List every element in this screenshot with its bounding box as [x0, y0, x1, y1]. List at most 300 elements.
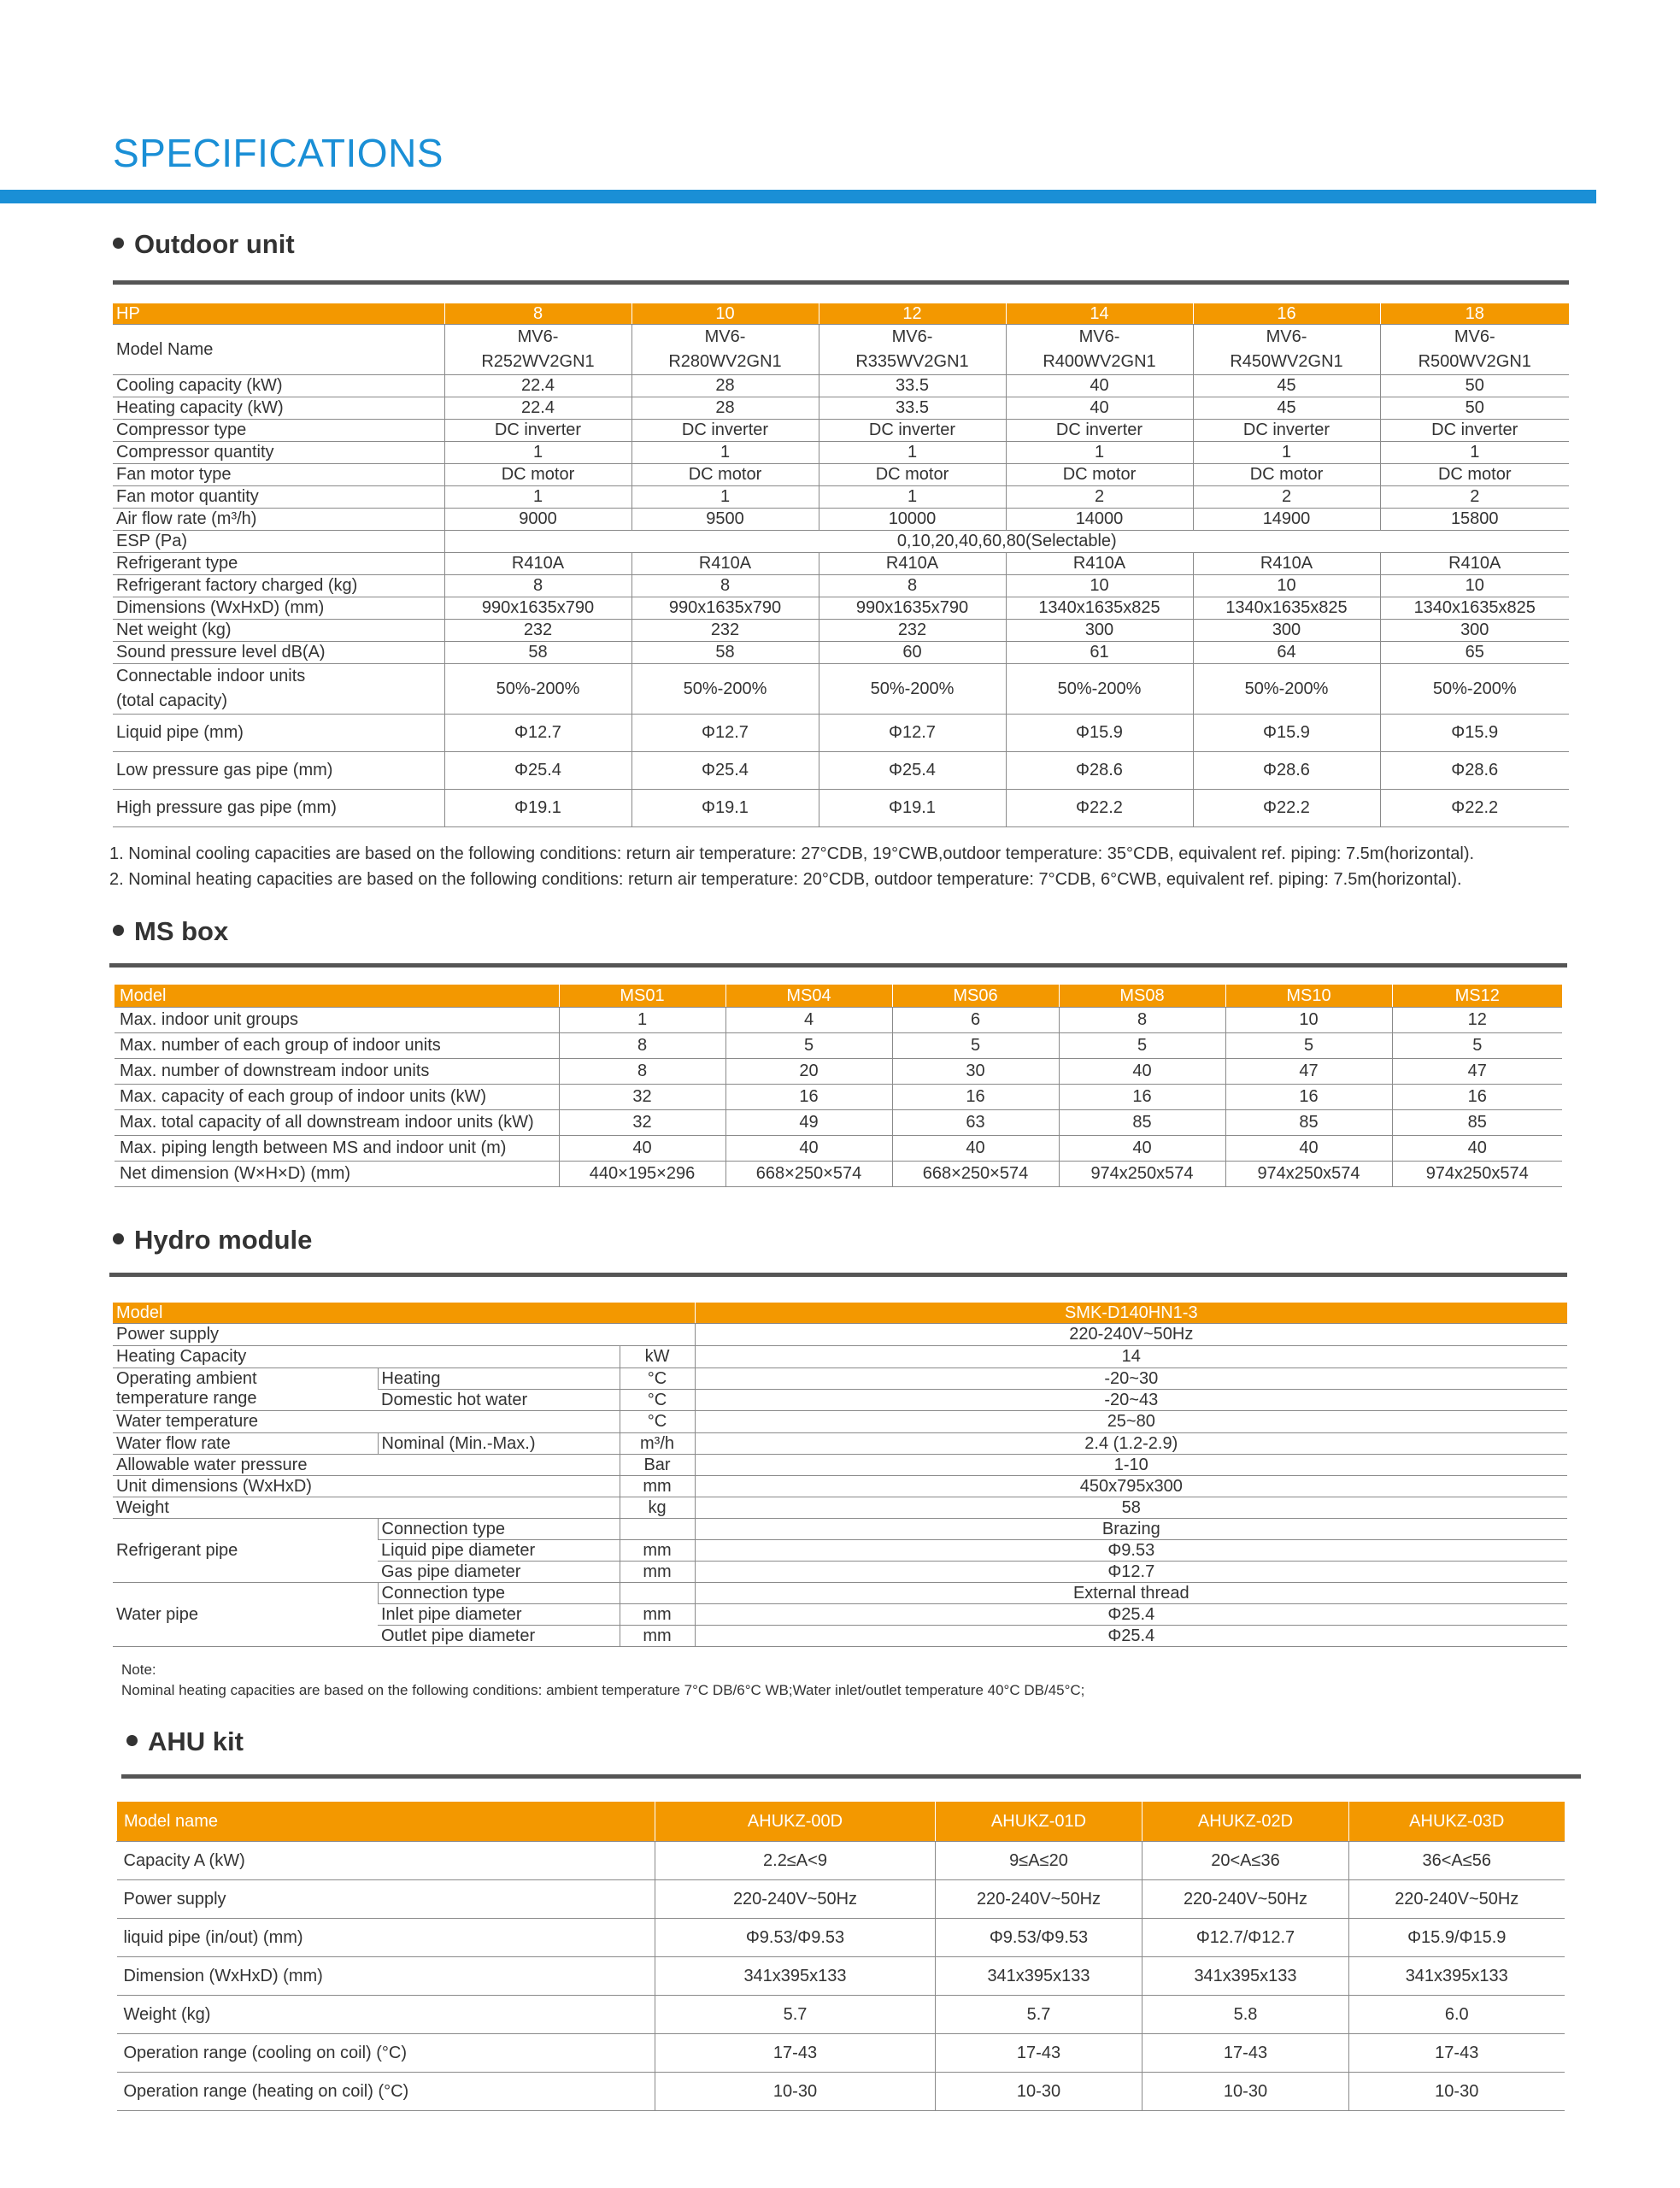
hydro-note-title: Note:	[121, 1662, 156, 1678]
table-cell: 5	[1225, 1032, 1392, 1058]
row-label: Water flow rate	[113, 1432, 378, 1454]
row-label: Heating Capacity	[113, 1345, 620, 1368]
unit-cell	[620, 1582, 695, 1603]
table-cell: 36<A≤56	[1349, 1841, 1565, 1879]
table-row	[115, 1109, 1562, 1135]
bullet-icon	[113, 238, 124, 249]
sub-label: Nominal (Min.-Max.)	[378, 1432, 620, 1454]
table-row	[113, 441, 1569, 463]
section-divider	[121, 1774, 1581, 1779]
table-cell: R410A	[1006, 552, 1193, 574]
table-cell: Φ19.1	[819, 789, 1006, 826]
table-cell: DC motor	[1006, 463, 1193, 485]
hydro-module-table	[113, 1303, 1567, 1647]
table-row	[113, 397, 1569, 419]
header-cell: MS08	[1059, 985, 1225, 1007]
table-row	[113, 463, 1569, 485]
table-cell: 10	[1380, 574, 1569, 597]
table-row	[117, 1918, 1565, 1956]
table-cell: 22.4	[444, 397, 631, 419]
row-label: Dimensions (WxHxD) (mm)	[113, 597, 444, 619]
table-cell: 2	[1380, 485, 1569, 508]
table-cell: 300	[1193, 619, 1380, 641]
table-cell: 14	[695, 1345, 1567, 1368]
sub-label: Connection type	[378, 1582, 620, 1603]
table-cell: 8	[819, 574, 1006, 597]
header-cell: AHUKZ-01D	[936, 1802, 1143, 1841]
row-label: Weight	[113, 1497, 620, 1518]
header-cell: MS04	[725, 985, 892, 1007]
table-cell: Φ9.53/Φ9.53	[655, 1918, 936, 1956]
table-cell: 25~80	[695, 1410, 1567, 1432]
row-label: Refrigerant factory charged (kg)	[113, 574, 444, 597]
table-row	[113, 552, 1569, 574]
sub-label: Inlet pipe diameter	[378, 1603, 620, 1625]
sub-label: Domestic hot water	[378, 1389, 620, 1410]
row-label: Water temperature	[113, 1410, 620, 1432]
table-cell: Φ12.7	[695, 1561, 1567, 1582]
table-cell: Φ19.1	[631, 789, 819, 826]
row-label: Sound pressure level dB(A)	[113, 641, 444, 663]
table-cell: 668×250×574	[892, 1161, 1059, 1186]
table-cell: Φ15.9/Φ15.9	[1349, 1918, 1565, 1956]
header-cell: 8	[444, 303, 631, 324]
table-row	[113, 485, 1569, 508]
table-cell: 17-43	[1349, 2033, 1565, 2072]
header-cell: SMK-D140HN1-3	[695, 1303, 1567, 1323]
hydro-module-heading	[113, 1225, 312, 1256]
table-cell: 8	[559, 1032, 725, 1058]
table-cell: 65	[1380, 641, 1569, 663]
page-title: SPECIFICATIONS	[113, 131, 443, 175]
table-cell: 5	[1059, 1032, 1225, 1058]
table-cell: 32	[559, 1084, 725, 1109]
header-cell: MS06	[892, 985, 1059, 1007]
table-cell: 1	[1193, 441, 1380, 463]
table-cell: 10000	[819, 508, 1006, 530]
table-cell: 50	[1380, 374, 1569, 397]
table-cell: 232	[631, 619, 819, 641]
model-cell: MV6- R280WV2GN1	[631, 324, 819, 374]
outdoor-note-1: 1. Nominal cooling capacities are based on the following conditions: return air temperature: 27°CDB, 19°CWB,outdoor temperature: 35°CDB, equivalent ref. piping: 7.5m(horizontal).	[109, 844, 1475, 863]
table-cell: 990x1635x790	[819, 597, 1006, 619]
table-row	[117, 1956, 1565, 1995]
table-cell: 16	[892, 1084, 1059, 1109]
outdoor-unit-table	[113, 303, 1569, 827]
row-label: Power supply	[117, 1879, 655, 1918]
title-accent-bar	[0, 190, 1596, 203]
table-cell: 4	[725, 1007, 892, 1032]
table-cell: 50%-200%	[444, 663, 631, 714]
table-cell: 50%-200%	[1006, 663, 1193, 714]
table-cell: 1	[631, 441, 819, 463]
table-row	[113, 1582, 1567, 1603]
table-row	[113, 789, 1569, 826]
table-cell: Φ12.7/Φ12.7	[1143, 1918, 1349, 1956]
table-row	[115, 1032, 1562, 1058]
table-cell: 8	[631, 574, 819, 597]
row-label: Max. capacity of each group of indoor units (kW)	[115, 1084, 559, 1109]
unit-cell: mm	[620, 1625, 695, 1646]
ahu-kit-table	[116, 1802, 1565, 2111]
model-cell: MV6- R252WV2GN1	[444, 324, 631, 374]
table-cell: 1340x1635x825	[1193, 597, 1380, 619]
table-cell: 58	[695, 1497, 1567, 1518]
table-row	[113, 751, 1569, 789]
table-row	[113, 619, 1569, 641]
unit-cell: kW	[620, 1345, 695, 1368]
table-cell: 8	[559, 1058, 725, 1084]
table-cell: 33.5	[819, 397, 1006, 419]
table-row	[113, 1410, 1567, 1432]
table-cell: 8	[444, 574, 631, 597]
outdoor-note-2: 2. Nominal heating capacities are based on the following conditions: return air temperature: 20°CDB, outdoor temperature: 7°CDB, 6°CWB, equivalent ref. piping: 7.5m(horizontal).	[109, 870, 1462, 889]
row-label: Weight (kg)	[117, 1995, 655, 2033]
hydro-note-text: Nominal heating capacities are based on the following conditions: ambient temperature 7°C DB/6°C WB;Water inlet/outlet temperature 40°C DB/45°C;	[121, 1682, 1085, 1698]
table-cell: 1	[444, 441, 631, 463]
row-label: Max. piping length between MS and indoor unit (m)	[115, 1135, 559, 1161]
table-cell: 220-240V~50Hz	[695, 1323, 1567, 1345]
hydro-module-heading-text: Hydro module	[134, 1225, 313, 1255]
table-cell: 9≤A≤20	[936, 1841, 1143, 1879]
table-cell: 6.0	[1349, 1995, 1565, 2033]
row-label: Capacity A (kW)	[117, 1841, 655, 1879]
unit-cell: kg	[620, 1497, 695, 1518]
row-label: Power supply	[113, 1323, 695, 1345]
row-label: Model Name	[113, 324, 444, 374]
table-cell: 16	[1392, 1084, 1562, 1109]
bullet-icon	[113, 1233, 124, 1244]
table-cell: 10	[1225, 1007, 1392, 1032]
row-label: ESP (Pa)	[113, 530, 444, 552]
table-cell: 58	[444, 641, 631, 663]
table-cell: R410A	[1193, 552, 1380, 574]
table-cell: 40	[1059, 1058, 1225, 1084]
table-cell: 20	[725, 1058, 892, 1084]
table-row	[113, 374, 1569, 397]
header-cell: MS10	[1225, 985, 1392, 1007]
table-row	[115, 1058, 1562, 1084]
table-row	[113, 1432, 1567, 1454]
table-cell: Φ28.6	[1380, 751, 1569, 789]
table-cell: 50%-200%	[631, 663, 819, 714]
sub-label: Connection type	[378, 1518, 620, 1539]
model-cell: MV6- R450WV2GN1	[1193, 324, 1380, 374]
unit-cell: mm	[620, 1539, 695, 1561]
row-label: Fan motor type	[113, 463, 444, 485]
table-cell: 17-43	[1143, 2033, 1349, 2072]
table-cell: 5.7	[936, 1995, 1143, 2033]
table-cell: Brazing	[695, 1518, 1567, 1539]
header-cell: Model	[113, 1303, 695, 1323]
row-label: High pressure gas pipe (mm)	[113, 789, 444, 826]
table-cell: 1	[819, 441, 1006, 463]
table-cell: DC motor	[819, 463, 1006, 485]
table-cell: Φ25.4	[695, 1603, 1567, 1625]
table-cell: Φ28.6	[1006, 751, 1193, 789]
ahu-kit-heading	[126, 1726, 244, 1757]
row-label: Operating ambient temperature range	[113, 1368, 378, 1410]
table-cell: 300	[1380, 619, 1569, 641]
row-label: Net dimension (W×H×D) (mm)	[115, 1161, 559, 1186]
sub-label: Heating	[378, 1368, 620, 1389]
table-cell: 40	[1059, 1135, 1225, 1161]
table-cell: DC inverter	[444, 419, 631, 441]
table-cell: Φ15.9	[1193, 714, 1380, 751]
table-cell: 5	[725, 1032, 892, 1058]
table-cell: 300	[1006, 619, 1193, 641]
table-cell: 974x250x574	[1059, 1161, 1225, 1186]
row-label: Operation range (heating on coil) (°C)	[117, 2072, 655, 2110]
table-cell: 17-43	[936, 2033, 1143, 2072]
table-row	[115, 1135, 1562, 1161]
table-cell: 6	[892, 1007, 1059, 1032]
table-cell: 9500	[631, 508, 819, 530]
table-cell: 974x250x574	[1225, 1161, 1392, 1186]
row-label: Air flow rate (m³/h)	[113, 508, 444, 530]
table-cell: 14900	[1193, 508, 1380, 530]
sub-label: Liquid pipe diameter	[378, 1539, 620, 1561]
table-cell: 28	[631, 397, 819, 419]
row-label: liquid pipe (in/out) (mm)	[117, 1918, 655, 1956]
table-cell: 33.5	[819, 374, 1006, 397]
row-label: Cooling capacity (kW)	[113, 374, 444, 397]
table-cell: 1	[631, 485, 819, 508]
table-cell: 16	[1059, 1084, 1225, 1109]
table-row	[117, 1879, 1565, 1918]
table-cell: 9000	[444, 508, 631, 530]
table-cell: -20~30	[695, 1368, 1567, 1389]
unit-cell: mm	[620, 1561, 695, 1582]
table-cell: 5.8	[1143, 1995, 1349, 2033]
section-divider	[109, 1273, 1567, 1277]
table-row	[113, 663, 1569, 714]
section-divider	[109, 963, 1567, 968]
header-cell: AHUKZ-03D	[1349, 1802, 1565, 1841]
table-cell: 14000	[1006, 508, 1193, 530]
table-cell: DC inverter	[1006, 419, 1193, 441]
model-cell: MV6- R400WV2GN1	[1006, 324, 1193, 374]
ahu-kit-heading-text: AHU kit	[148, 1726, 244, 1756]
table-cell: Φ22.2	[1193, 789, 1380, 826]
table-cell: DC motor	[444, 463, 631, 485]
table-cell: 85	[1392, 1109, 1562, 1135]
table-cell: Φ28.6	[1193, 751, 1380, 789]
table-row	[113, 1518, 1567, 1539]
header-cell: 18	[1380, 303, 1569, 324]
table-cell: 85	[1225, 1109, 1392, 1135]
table-row	[113, 324, 1569, 374]
table-cell: 10-30	[1143, 2072, 1349, 2110]
table-cell: 22.4	[444, 374, 631, 397]
outdoor-unit-heading	[113, 229, 295, 260]
unit-cell: °C	[620, 1368, 695, 1389]
table-cell: R410A	[1380, 552, 1569, 574]
table-row	[113, 1454, 1567, 1475]
table-cell: 341x395x133	[1143, 1956, 1349, 1995]
table-cell: 232	[444, 619, 631, 641]
table-row	[113, 1323, 1567, 1345]
table-cell: 30	[892, 1058, 1059, 1084]
table-row	[113, 508, 1569, 530]
row-label: Unit dimensions (WxHxD)	[113, 1475, 620, 1497]
table-cell: 47	[1392, 1058, 1562, 1084]
bullet-icon	[113, 925, 124, 936]
table-cell: 2	[1006, 485, 1193, 508]
table-cell: 1	[1006, 441, 1193, 463]
row-label: Dimension (WxHxD) (mm)	[117, 1956, 655, 1995]
table-row	[113, 1497, 1567, 1518]
table-cell: 10	[1193, 574, 1380, 597]
table-cell: 40	[1392, 1135, 1562, 1161]
header-cell: 10	[631, 303, 819, 324]
table-cell: 10-30	[936, 2072, 1143, 2110]
table-cell: Φ25.4	[444, 751, 631, 789]
table-cell: 2.2≤A<9	[655, 1841, 936, 1879]
table-row	[115, 1084, 1562, 1109]
table-cell: R410A	[819, 552, 1006, 574]
table-row	[113, 574, 1569, 597]
outdoor-unit-heading-text: Outdoor unit	[134, 229, 295, 259]
table-cell: Φ22.2	[1006, 789, 1193, 826]
table-cell: 2.4 (1.2-2.9)	[695, 1432, 1567, 1454]
row-label: Water pipe	[113, 1582, 378, 1646]
table-row	[113, 1345, 1567, 1368]
table-cell: 341x395x133	[655, 1956, 936, 1995]
table-cell: Φ12.7	[631, 714, 819, 751]
table-cell: Φ25.4	[819, 751, 1006, 789]
sub-label: Gas pipe diameter	[378, 1561, 620, 1582]
header-cell: Model name	[117, 1802, 655, 1841]
table-cell: 10	[1006, 574, 1193, 597]
table-cell: 20<A≤36	[1143, 1841, 1349, 1879]
ms-box-heading	[113, 916, 228, 947]
table-cell: R410A	[631, 552, 819, 574]
table-cell: Φ25.4	[631, 751, 819, 789]
table-cell: DC inverter	[819, 419, 1006, 441]
table-cell: 1	[444, 485, 631, 508]
table-cell: DC motor	[631, 463, 819, 485]
model-cell: MV6- R500WV2GN1	[1380, 324, 1569, 374]
table-row	[115, 1161, 1562, 1186]
ms-box-heading-text: MS box	[134, 916, 229, 946]
table-cell: Φ25.4	[695, 1625, 1567, 1646]
table-row	[117, 1841, 1565, 1879]
table-cell: 50%-200%	[1193, 663, 1380, 714]
ms-box-table	[115, 985, 1562, 1187]
table-cell: 15800	[1380, 508, 1569, 530]
table-cell: 40	[892, 1135, 1059, 1161]
table-row	[117, 2033, 1565, 2072]
row-label: Net weight (kg)	[113, 619, 444, 641]
table-cell: 5.7	[655, 1995, 936, 2033]
table-cell: 32	[559, 1109, 725, 1135]
row-label: Low pressure gas pipe (mm)	[113, 751, 444, 789]
table-cell: Φ9.53	[695, 1539, 1567, 1561]
table-cell: 50%-200%	[819, 663, 1006, 714]
table-cell: 220-240V~50Hz	[936, 1879, 1143, 1918]
table-cell: 40	[559, 1135, 725, 1161]
unit-cell: mm	[620, 1603, 695, 1625]
section-divider	[113, 280, 1569, 285]
header-cell: HP	[113, 303, 444, 324]
table-cell: 40	[1006, 374, 1193, 397]
row-label: Operation range (cooling on coil) (°C)	[117, 2033, 655, 2072]
table-cell: 60	[819, 641, 1006, 663]
row-label: Connectable indoor units (total capacity)	[113, 663, 444, 714]
table-cell: 1340x1635x825	[1380, 597, 1569, 619]
table-cell: 1340x1635x825	[1006, 597, 1193, 619]
row-label: Compressor quantity	[113, 441, 444, 463]
row-label: Max. number of each group of indoor units	[115, 1032, 559, 1058]
table-cell: 220-240V~50Hz	[655, 1879, 936, 1918]
unit-cell: Bar	[620, 1454, 695, 1475]
table-row	[113, 641, 1569, 663]
table-cell: 40	[1225, 1135, 1392, 1161]
table-cell: 1	[1380, 441, 1569, 463]
unit-cell: °C	[620, 1389, 695, 1410]
table-cell: External thread	[695, 1582, 1567, 1603]
table-cell: 40	[725, 1135, 892, 1161]
header-cell: AHUKZ-00D	[655, 1802, 936, 1841]
table-cell: -20~43	[695, 1389, 1567, 1410]
table-cell: 2	[1193, 485, 1380, 508]
table-row	[113, 597, 1569, 619]
row-label: Max. total capacity of all downstream indoor units (kW)	[115, 1109, 559, 1135]
table-cell: 1	[559, 1007, 725, 1032]
table-row	[113, 1368, 1567, 1389]
table-cell: 220-240V~50Hz	[1143, 1879, 1349, 1918]
table-cell: 61	[1006, 641, 1193, 663]
table-cell: 16	[1225, 1084, 1392, 1109]
table-cell: 668×250×574	[725, 1161, 892, 1186]
table-cell: 10-30	[1349, 2072, 1565, 2110]
row-label: Compressor type	[113, 419, 444, 441]
table-cell: 17-43	[655, 2033, 936, 2072]
table-row	[113, 530, 1569, 552]
row-label: Max. number of downstream indoor units	[115, 1058, 559, 1084]
row-label: Allowable water pressure	[113, 1454, 620, 1475]
table-cell: 63	[892, 1109, 1059, 1135]
table-cell: 45	[1193, 374, 1380, 397]
table-cell: 50%-200%	[1380, 663, 1569, 714]
row-label: Refrigerant pipe	[113, 1518, 378, 1582]
table-cell: 232	[819, 619, 1006, 641]
table-cell: Φ15.9	[1380, 714, 1569, 751]
table-cell: 85	[1059, 1109, 1225, 1135]
table-cell: 47	[1225, 1058, 1392, 1084]
table-row	[115, 1007, 1562, 1032]
table-row	[117, 1995, 1565, 2033]
table-cell: 64	[1193, 641, 1380, 663]
bullet-icon	[126, 1735, 138, 1746]
table-cell: 12	[1392, 1007, 1562, 1032]
table-cell: 990x1635x790	[444, 597, 631, 619]
table-cell: 58	[631, 641, 819, 663]
unit-cell: mm	[620, 1475, 695, 1497]
row-label: Fan motor quantity	[113, 485, 444, 508]
table-cell: DC motor	[1193, 463, 1380, 485]
header-cell: Model	[115, 985, 559, 1007]
table-cell: 16	[725, 1084, 892, 1109]
table-cell: 341x395x133	[1349, 1956, 1565, 1995]
sub-label: Outlet pipe diameter	[378, 1625, 620, 1646]
table-cell: 28	[631, 374, 819, 397]
table-cell: DC inverter	[1380, 419, 1569, 441]
table-header-row	[117, 1802, 1565, 1841]
table-cell: DC inverter	[631, 419, 819, 441]
table-cell: 5	[1392, 1032, 1562, 1058]
